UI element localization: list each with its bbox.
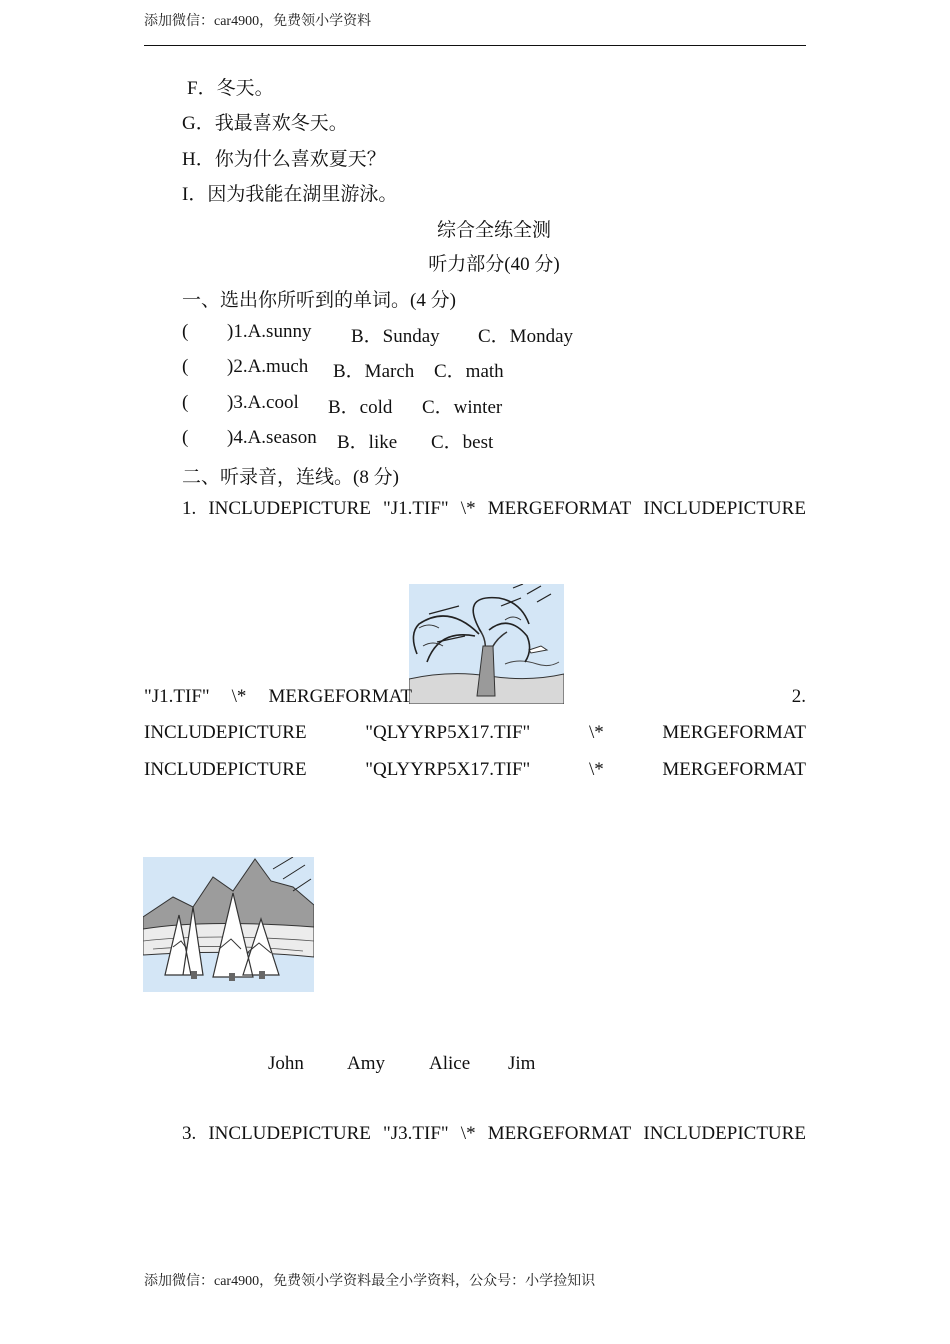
section2-title: 二、听录音，连线。(8 分) [182,467,399,488]
q3-token: 3. [182,1123,197,1144]
q2-token: \* [588,722,604,743]
q2-token: "QLYYRP5X17.TIF" [365,759,531,780]
line-f: F．冬天。 [187,78,274,99]
option-b: B．like [337,432,398,453]
answer-paren: ( [182,427,189,448]
q1-line [182,498,806,520]
q1-token: \* [460,498,476,519]
option-b: B．Sunday [351,326,440,347]
option-b: B．cold [328,397,393,418]
snowy-pine-trees-picture [143,857,314,992]
page-header: 添加微信：car4900，免费领小学资料 [144,14,372,29]
q2-token: INCLUDEPICTURE [144,759,307,780]
option-a: )4.A.season [227,427,317,448]
option-c: C．Monday [478,326,574,347]
option-a: )3.A.cool [227,392,299,413]
windy-tree-picture [409,584,564,704]
name-amy: Amy [347,1053,385,1074]
name-john: John [268,1053,304,1074]
q1-token: INCLUDEPICTURE [643,498,806,519]
header-divider [144,45,806,46]
line-i: I．因为我能在湖里游泳。 [182,184,398,205]
q3-token: INCLUDEPICTURE [643,1123,806,1144]
q1-token: 1. [182,498,197,519]
option-a: )1.A.sunny [227,321,312,342]
name-alice: Alice [429,1053,471,1074]
q3-token: \* [460,1123,476,1144]
q2-line-2 [144,759,806,781]
q3-token: INCLUDEPICTURE [208,1123,371,1144]
answer-paren: ( [182,392,189,413]
q1-tail [144,686,412,708]
name-jim: Jim [508,1053,536,1074]
page-footer: 添加微信：car4900，免费领小学资料最全小学资料，公众号：小学捡知识 [144,1274,596,1289]
q2-token: MERGEFORMAT [662,759,806,780]
option-b: B．March [333,361,415,382]
q2-token: \* [588,759,604,780]
q1-token: MERGEFORMAT [487,498,632,519]
q1-token: INCLUDEPICTURE [208,498,371,519]
section1-title: 一、选出你所听到的单词。(4 分) [182,290,456,311]
q2-token: "QLYYRP5X17.TIF" [365,722,531,743]
option-c: C．winter [422,397,503,418]
option-c: C．best [431,432,494,453]
q2-number: 2. [791,686,806,707]
option-a: )2.A.much [227,356,309,377]
q2-token: MERGEFORMAT [662,722,806,743]
line-h: H．你为什么喜欢夏天？ [182,149,386,170]
q1-tail-token: MERGEFORMAT [268,686,413,707]
q3-token: MERGEFORMAT [487,1123,632,1144]
test-subtitle: 听力部分(40 分) [428,254,560,275]
q1-tail-token: "J1.TIF" [144,686,210,707]
line-g: G．我最喜欢冬天。 [182,113,348,134]
q2-token: INCLUDEPICTURE [144,722,307,743]
q1-tail-token: \* [231,686,247,707]
q2-line-1 [144,722,806,744]
answer-paren: ( [182,356,189,377]
q3-line [182,1123,806,1145]
q3-token: "J3.TIF" [383,1123,449,1144]
answer-paren: ( [182,321,189,342]
option-c: C．math [434,361,504,382]
q1-token: "J1.TIF" [383,498,449,519]
test-title: 综合全练全测 [436,220,551,241]
